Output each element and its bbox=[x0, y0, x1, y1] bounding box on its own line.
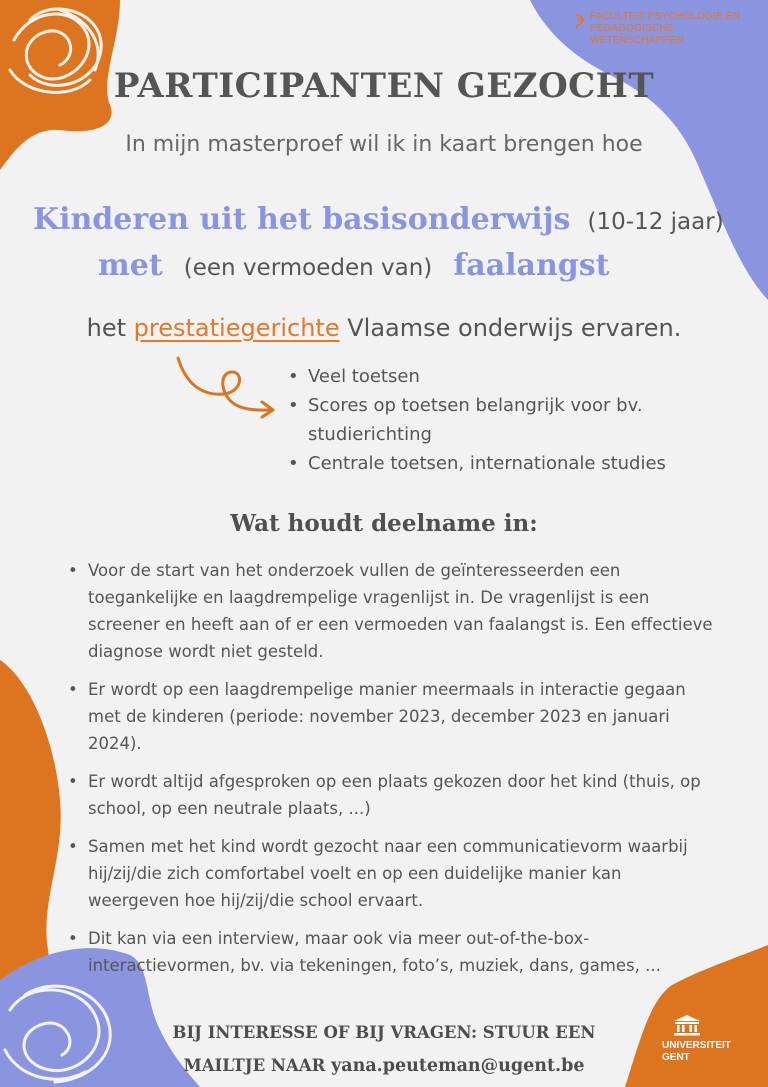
intro-text: In mijn masterproef wil ik in kaart brengen hoe bbox=[125, 132, 643, 157]
experience-suffix: Vlaamse onderwijs ervaren. bbox=[347, 314, 682, 342]
faalangst-highlight: faalangst bbox=[453, 248, 610, 283]
faculty-logo bbox=[590, 11, 766, 47]
list-item: • Er wordt altijd afgesproken op een plaats gekozen door het kind (thuis, op school, op een neutrale plaats, ...) bbox=[68, 768, 718, 822]
faculty-icon bbox=[574, 13, 586, 31]
page-title: PARTICIPANTEN GEZOCHT bbox=[113, 66, 655, 106]
contact-info bbox=[120, 1016, 648, 1083]
orange-blob-left bbox=[0, 660, 61, 990]
contact-prefix: MAILTJE NAAR bbox=[183, 1056, 326, 1075]
met-highlight: met bbox=[98, 248, 163, 283]
prestatiegerichte-link: prestatiegerichte bbox=[133, 314, 340, 342]
target-line-1 bbox=[33, 202, 768, 237]
kinderen-highlight: Kinderen uit het basisonderwijs bbox=[33, 202, 571, 237]
experience-line bbox=[0, 314, 768, 342]
faculty-name-line2: PEDAGOGISCHE WETENSCHAPPEN bbox=[590, 23, 684, 46]
list-item: • Scores op toetsen belangrijk voor bv. studierichting bbox=[286, 391, 726, 449]
email-link[interactable]: yana.peuteman@ugent.be bbox=[331, 1056, 585, 1076]
curly-arrow-icon bbox=[172, 354, 282, 426]
university-name-line2: GENT bbox=[662, 1052, 690, 1063]
university-building-icon bbox=[672, 1014, 702, 1036]
target-line-2 bbox=[98, 248, 768, 283]
age-range: (10-12 jaar) bbox=[587, 209, 724, 235]
ugent-logo bbox=[662, 1014, 742, 1064]
university-name-line1: UNIVERSITEIT bbox=[662, 1040, 731, 1051]
list-item: • Samen met het kind wordt gezocht naar een communicatievorm waarbij hij/zij/die zich comfortabel voelt en op een duidelijke manier kan weergeven hoe hij/zij/die school ervaart. bbox=[68, 833, 718, 914]
list-item: • Veel toetsen bbox=[286, 362, 726, 391]
vermoeden-text: (een vermoeden van) bbox=[183, 255, 433, 281]
exam-bullets bbox=[286, 362, 726, 478]
list-item: • Centrale toetsen, internationale studies bbox=[286, 449, 726, 478]
section-title: Wat houdt deelname in: bbox=[230, 510, 538, 537]
faculty-name-line1: FACULTEIT PSYCHOLOGIE EN bbox=[590, 11, 741, 22]
participation-bullets bbox=[68, 557, 718, 990]
list-item: • Voor de start van het onderzoek vullen de geïnteresseerden een toegankelijke en laagdrempelige vragenlijst in. De vragenlijst is een screener en heeft aan of er een vermoeden van faalangst is. Een effectieve diagnose wordt niet gesteld. bbox=[68, 557, 718, 665]
list-item: • Dit kan via een interview, maar ook via meer out-of-the-box-interactievormen, bv. via tekeningen, foto’s, muziek, dans, games, ... bbox=[68, 925, 718, 979]
contact-line-2 bbox=[120, 1049, 648, 1083]
experience-prefix: het bbox=[86, 314, 127, 342]
contact-line-1: BIJ INTERESSE OF BIJ VRAGEN: STUUR EEN bbox=[172, 1023, 596, 1042]
list-item: • Er wordt op een laagdrempelige manier meermaals in interactie gegaan met de kinderen (periode: november 2023, december 2023 en januari 2024). bbox=[68, 676, 718, 757]
